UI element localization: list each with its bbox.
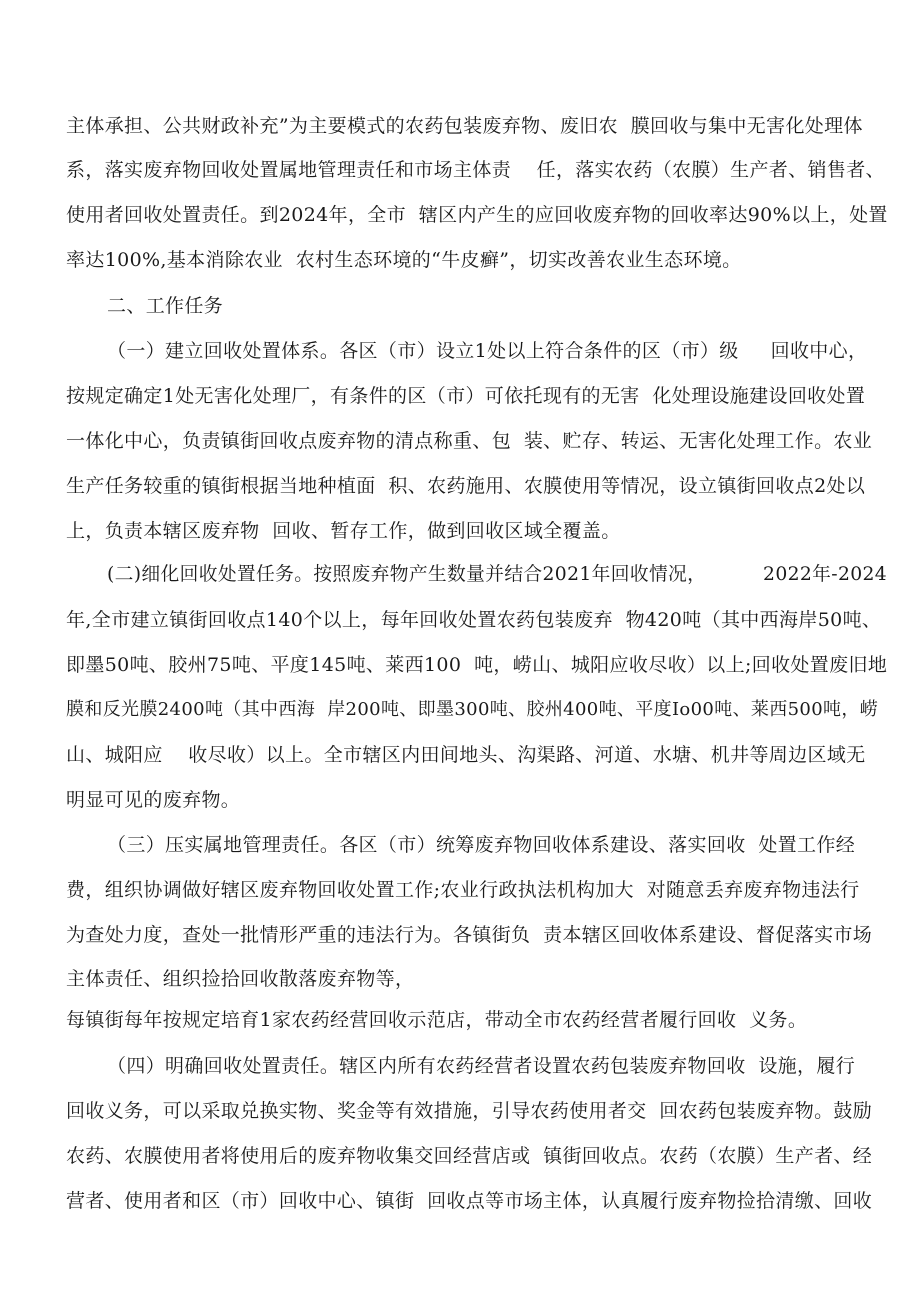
text-line: （一）建立回收处置体系。各区（市）设立1处以上符合条件的区（市）级 回收中心，: [107, 340, 868, 362]
text-line: 费，组织协调做好辖区废弃物回收处置工作;农业行政执法机构加大 对随意丢弃废弃物违法行: [66, 879, 860, 901]
text-line: 使用者回收处置责任。到2024年，全市 辖区内产生的应回收废弃物的回收率达90%以上，处置: [66, 204, 888, 226]
text-line: 率达100%,基本消除农业 农村生态环境的“牛皮癣”，切实改善农业生态环境。: [66, 249, 742, 271]
text-line: 山、城阳应 收尽收）以上。全市辖区内田间地头、沟渠路、河道、水塘、机井等周边区域无: [66, 744, 866, 766]
text-line: 膜和反光膜2400吨（其中西海 岸200吨、即墨300吨、胶州400吨、平度Io00吨、莱西500吨，崂: [66, 699, 879, 720]
text-line: 每镇街每年按规定培育1家农药经营回收示范店，带动全市农药经营者履行回收 义务。: [66, 1009, 808, 1031]
text-line: 系，落实废弃物回收处置属地管理责任和市场主体责 任，落实农药（农膜）生产者、销售者、: [66, 159, 885, 181]
text-line: (二)细化回收处置任务。按照废弃物产生数量并结合2021年回收情况， 2022年-2024: [107, 564, 888, 585]
text-line: 主体承担、公共财政补充”为主要模式的农药包装废弃物、废旧农 膜回收与集中无害化处理体: [66, 115, 863, 137]
text-line: （三）压实属地管理责任。各区（市）统筹废弃物回收体系建设、落实回收 处置工作经: [107, 834, 856, 856]
text-line: 即墨50吨、胶州75吨、平度145吨、莱西100 吨，崂山、城阳应收尽收）以上;回收处置废旧地: [66, 654, 888, 676]
text-line: 生产任务较重的镇街根据当地种植面 积、农药施用、农膜使用等情况，设立镇街回收点2处以: [66, 475, 866, 497]
text-line: 农药、农膜使用者将使用后的废弃物收集交回经营店或 镇街回收点。农药（农膜）生产者、经: [66, 1145, 873, 1167]
text-line: 明显可见的废弃物。: [66, 789, 241, 811]
text-line: （四）明确回收处置责任。辖区内所有农药经营者设置农药包装废弃物回收 设施，履行: [107, 1055, 856, 1077]
section-heading: 二、工作任务: [107, 295, 224, 317]
text-line: 上，负责本辖区废弃物 回收、暂存工作，做到回收区域全覆盖。: [66, 520, 621, 542]
text-line: 一体化中心，负责镇街回收点废弃物的清点称重、包 装、贮存、转运、无害化处理工作。农业: [66, 430, 873, 452]
text-line: 回收义务，可以采取兑换实物、奖金等有效措施，引导农药使用者交 回农药包装废弃物。鼓励: [66, 1100, 873, 1122]
text-line: 为查处力度，查处一批情形严重的违法行为。各镇街负 责本辖区回收体系建设、督促落实市场: [66, 924, 873, 946]
text-line: 年,全市建立镇街回收点140个以上，每年回收处置农药包装废弃 物420吨（其中西海岸50吨、: [66, 609, 882, 631]
text-line: 按规定确定1处无害化处理厂，有条件的区（市）可依托现有的无害 化处理设施建设回收处置: [66, 385, 866, 407]
text-line: 营者、使用者和区（市）回收中心、镇街 回收点等市场主体，认真履行废弃物捡拾清缴、回收: [66, 1190, 873, 1212]
text-line: 主体责任、组织捡拾回收散落废弃物等，: [66, 968, 415, 990]
